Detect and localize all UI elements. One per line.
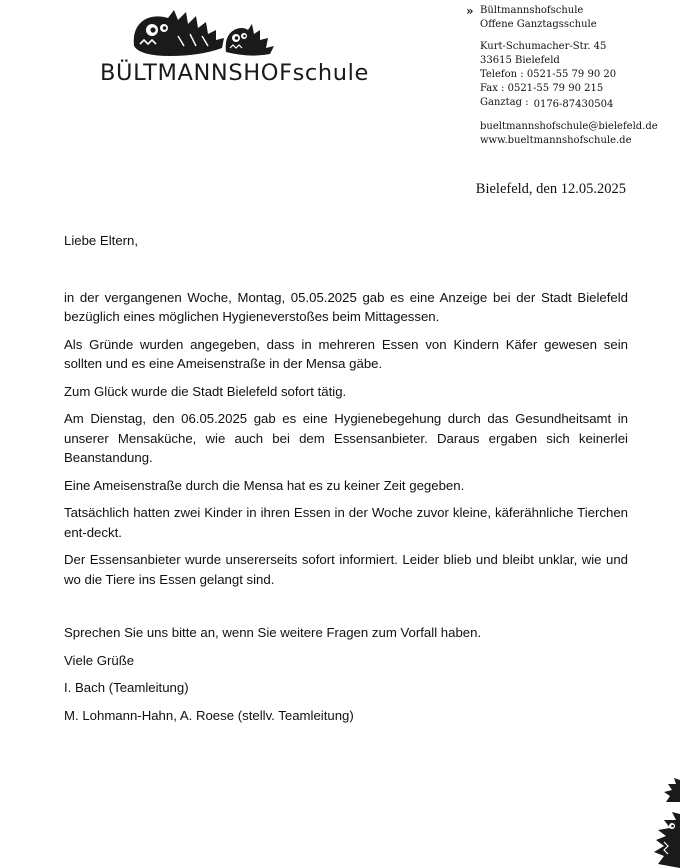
corner-monster-icon: [650, 774, 680, 868]
fax-number: Fax : 0521-55 79 90 215: [480, 83, 604, 94]
phone-number: Telefon : 0521-55 79 90 20: [480, 69, 617, 80]
ganztag-number: 0176-87430504: [533, 99, 614, 110]
greeting: Viele Grüße: [64, 652, 135, 668]
ganztag-label: Ganztag :: [480, 97, 529, 108]
paragraph: Zum Glück wurde die Stadt Bielefeld sofort tätig.: [64, 383, 347, 399]
paragraph: Tatsächlich hatten zwei Kinder in ihren Essen in der Woche zuvor kleine, käferähnliche Tierchen ent-deckt.: [64, 505, 628, 540]
salutation: Liebe Eltern,: [64, 233, 139, 248]
paragraph: Eine Ameisenstraße durch die Mensa hat es zu keiner Zeit gegeben.: [64, 477, 465, 493]
letter-body: [64, 231, 628, 733]
school-subtitle: Offene Ganztagsschule: [480, 19, 597, 30]
paragraph: Am Dienstag, den 06.05.2025 gab es eine Hygienebegehung durch das Gesundheitsamt in unserer Mensaküche, wie auch bei dem Essensanbieter. Daraus ergaben sich keinerlei Beanstandung.: [64, 411, 628, 465]
signature-teamleitung: I. Bach (Teamleitung): [64, 680, 189, 695]
monster-mascot-icon: [130, 6, 290, 60]
email-address: bueltmannshofschule@bielefeld.de: [480, 121, 658, 132]
paragraph: Als Gründe wurden angegeben, dass in mehreren Essen von Kindern Käfer gewesen sein sollten und es eine Ameisenstraße in der Mensa gäbe.: [64, 336, 628, 371]
paragraph: Der Essensanbieter wurde unsererseits sofort informiert. Leider blieb und bleibt unklar, wie und wo die Tiere ins Essen gelangt sind.: [64, 552, 628, 587]
paragraph: in der vergangenen Woche, Montag, 05.05.2025 gab es eine Anzeige bei der Stadt Bielefeld bezüglich eines möglichen Hygieneverstoßes beim Mittagessen.: [64, 289, 628, 324]
chevron-right-icon: »: [466, 4, 474, 18]
school-wordmark: BÜLTMANNSHOFschule: [100, 60, 369, 86]
closing-question: Sprechen Sie uns bitte an, wenn Sie weitere Fragen zum Vorfall haben.: [64, 625, 482, 640]
signature-deputies: M. Lohmann-Hahn, A. Roese (stellv. Teamleitung): [64, 707, 354, 723]
street-address: Kurt-Schumacher-Str. 45: [480, 41, 607, 52]
contact-block: [466, 4, 676, 148]
city-address: 33615 Bielefeld: [480, 55, 560, 66]
website-url: www.bueltmannshofschule.de: [480, 135, 632, 146]
school-logo: [100, 6, 369, 88]
date-line: Bielefeld, den 12.05.2025: [475, 181, 626, 197]
ganztag-line: [466, 96, 676, 110]
school-name: Bültmannshofschule: [480, 5, 584, 16]
